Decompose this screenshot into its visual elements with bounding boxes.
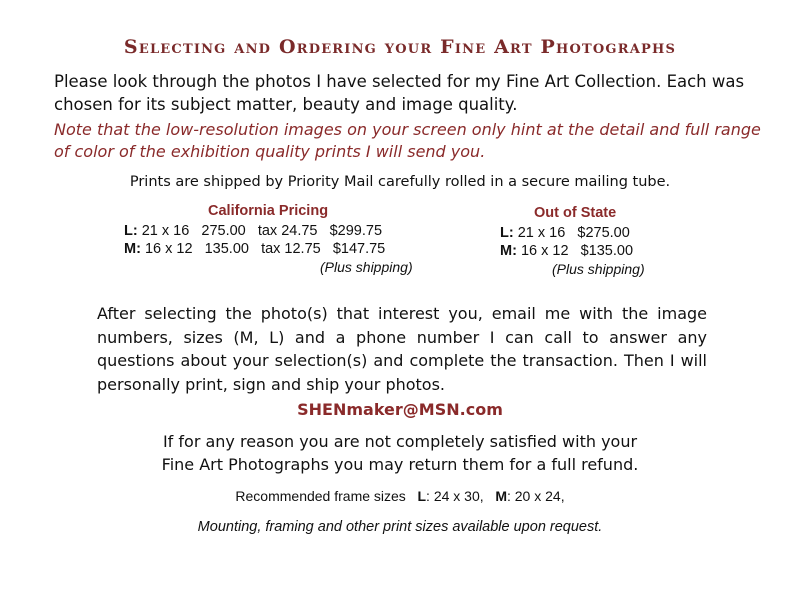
- tax: tax 24.75: [257, 223, 318, 239]
- price-row-medium: [124, 241, 444, 257]
- shipping-note: Prints are shipped by Priority Mail carefully rolled in a secure mailing tube.: [129, 174, 671, 190]
- california-pricing: [124, 203, 444, 275]
- ordering-instructions: After selecting the photo(s) that interest you, email me with the image numbers, sizes (M, L) and a phone number I can call to answer any questions about your selection(s) and complete the transaction. Then I will personally print, sign and ship your photos.: [97, 304, 707, 394]
- dimensions: 16 x 12: [140, 241, 193, 257]
- refund-policy: [0, 430, 800, 476]
- price-row-large: [124, 223, 444, 239]
- frame-size-code: M: [495, 488, 507, 504]
- size-code: M:: [124, 241, 141, 257]
- resolution-note: Note that the low-resolution images on your screen only hint at the detail and full range of color of the exhibition quality prints I will send you.: [54, 120, 761, 161]
- frame-size-code: L: [417, 488, 427, 504]
- dimensions: 21 x 16: [137, 223, 190, 239]
- dimensions: 21 x 16: [513, 225, 566, 241]
- size-code: L:: [124, 223, 138, 239]
- plus-shipping: (Plus shipping): [320, 259, 413, 275]
- price: 135.00: [204, 241, 249, 257]
- tax: tax 12.75: [261, 241, 321, 257]
- page-title: Selecting and Ordering your Fine Art Photographs: [123, 36, 677, 58]
- recommended-frames: [0, 488, 800, 504]
- total: $135.00: [580, 243, 634, 259]
- refund-line-2: Fine Art Photographs you may return them for a full refund.: [161, 455, 639, 474]
- email-link[interactable]: SHENmaker@MSN.com: [297, 400, 503, 419]
- dimensions: 16 x 12: [516, 243, 569, 259]
- frame-size-value: : 24 x 30,: [426, 488, 484, 504]
- price-row-large: [500, 225, 700, 241]
- mounting-note: Mounting, framing and other print sizes available upon request.: [197, 519, 603, 535]
- price-row-medium: [500, 243, 700, 259]
- plus-shipping: (Plus shipping): [552, 261, 645, 277]
- price: 275.00: [201, 223, 246, 239]
- california-heading: California Pricing: [208, 203, 329, 219]
- intro-paragraph: Please look through the photos I have selected for my Fine Art Collection. Each was chosen for its subject matter, beauty and image quality.: [54, 72, 745, 114]
- size-code: L:: [500, 225, 514, 241]
- frames-label: Recommended frame sizes: [235, 488, 406, 504]
- refund-line-1: If for any reason you are not completely satisfied with your: [162, 432, 638, 451]
- size-code: M:: [500, 243, 517, 259]
- total: $275.00: [577, 225, 630, 241]
- total: $299.75: [329, 223, 383, 239]
- total: $147.75: [332, 241, 386, 257]
- frame-size-value: : 20 x 24,: [506, 488, 565, 504]
- out-of-state-heading: Out of State: [534, 205, 617, 221]
- out-of-state-pricing: [500, 205, 700, 277]
